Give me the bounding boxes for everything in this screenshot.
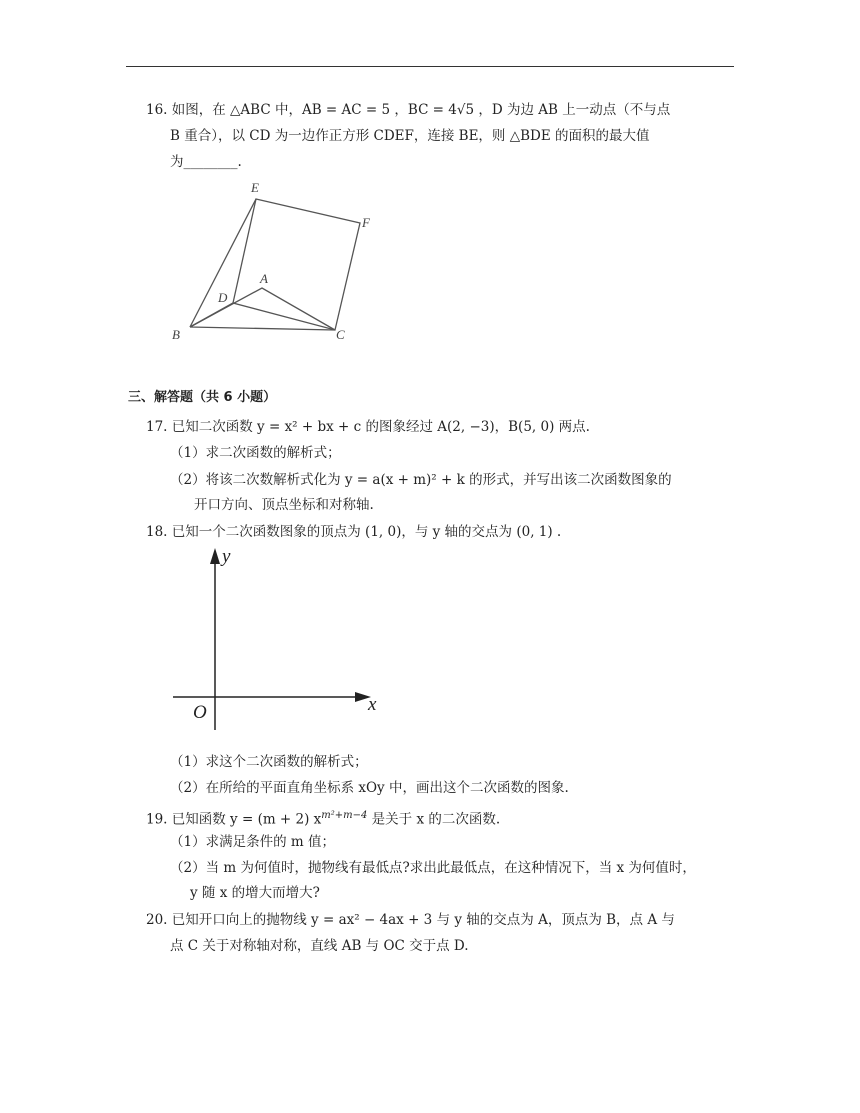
q16-figure <box>160 175 390 350</box>
label-E: E <box>251 180 259 195</box>
q17-part-2a: （2）将该二次数解析式化为 y = a(x + m)² + k 的形式，并写出该二次函数图象的 <box>170 472 672 488</box>
q18-stem: 18. 已知一个二次函数图象的顶点为 (1, 0)，与 y 轴的交点为 (0, 1) . <box>146 524 562 540</box>
axis-x-label: x <box>368 694 377 715</box>
q19-stem-pre: 19. 已知函数 y = (m + 2) x <box>146 811 322 828</box>
q19-part-2a: （2）当 m 为何值时，抛物线有最低点?求出此最低点，在这种情况下，当 x 为何值时， <box>170 860 696 876</box>
q19-part-1: （1）求满足条件的 m 值； <box>170 834 335 850</box>
section-title: 三、解答题（共 6 小题） <box>128 390 277 405</box>
q19-part-2b: y 随 x 的增大而增大? <box>190 885 320 901</box>
origin-label: O <box>193 702 207 723</box>
q18-part-2: （2）在所给的平面直角坐标系 xOy 中，画出这个二次函数的图象. <box>170 780 569 796</box>
label-D: D <box>218 290 228 305</box>
label-A: A <box>260 271 268 286</box>
label-C: C <box>336 327 345 342</box>
q18-coordinate-plane <box>165 540 395 730</box>
axis-y-label: y <box>222 546 231 567</box>
q20-line-1: 20. 已知开口向上的抛物线 y = ax² − 4ax + 3 与 y 轴的交点为 A，顶点为 B，点 A 与 <box>146 912 675 928</box>
q19-exponent: m²+m−4 <box>321 810 368 821</box>
q20-line-2: 点 C 关于对称轴对称，直线 AB 与 OC 交于点 D. <box>170 938 469 954</box>
q17-stem: 17. 已知二次函数 y = x² + bx + c 的图象经过 A(2, −3)，B(5, 0) 两点. <box>146 419 590 435</box>
label-B: B <box>172 327 180 342</box>
q18-part-1: （1）求这个二次函数的解析式； <box>170 754 368 770</box>
q16-line-1: 16. 如图，在 △ABC 中，AB = AC = 5 ，BC = 4√5 ，D 为边 AB 上一动点（不与点 <box>146 102 671 118</box>
q16-line-3: 为________. <box>170 154 242 170</box>
q16-line-2: B 重合），以 CD 为一边作正方形 CDEF，连接 BE，则 △BDE 的面积的最大值 <box>170 128 650 144</box>
q17-part-1: （1）求二次函数的解析式； <box>170 445 341 461</box>
q19-stem <box>146 806 500 830</box>
q17-part-2b: 开口方向、顶点坐标和对称轴. <box>194 497 374 513</box>
q19-stem-post: 是关于 x 的二次函数. <box>367 811 501 828</box>
label-F: F <box>362 215 370 230</box>
header-rule <box>126 66 734 67</box>
